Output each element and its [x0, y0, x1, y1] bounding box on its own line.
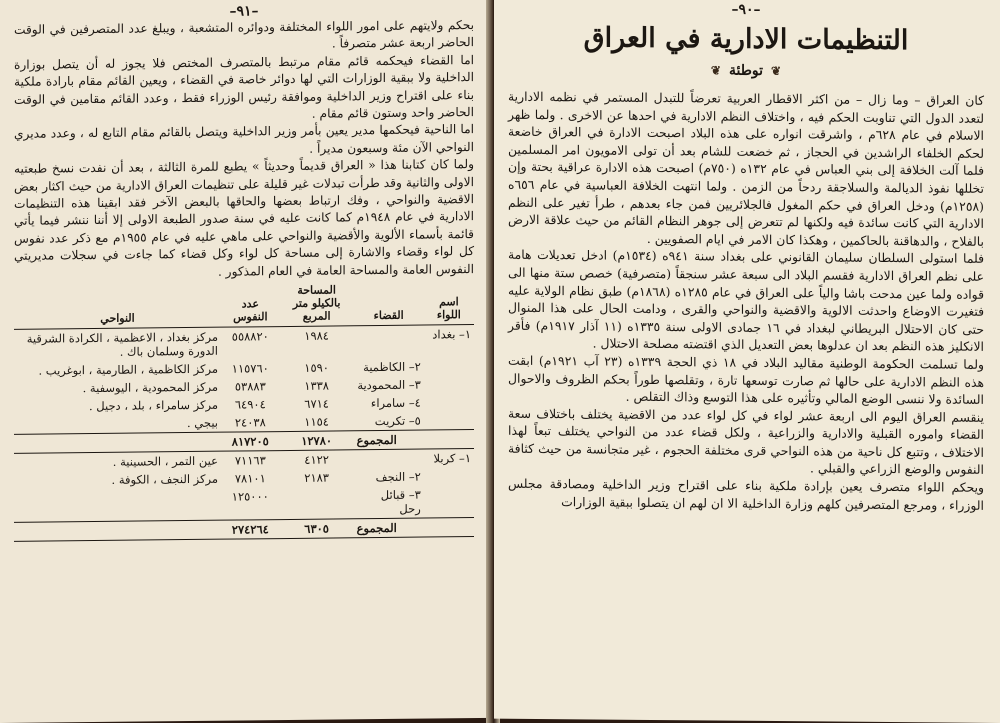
cell-area — [280, 486, 354, 519]
cell-qada: ٢– الكاظمية — [363, 359, 421, 375]
cell-population: ١١٥٧٦٠ — [231, 361, 269, 376]
cell-population: ٢٤٠٣٨ — [234, 415, 266, 430]
cell-liwa — [424, 357, 474, 376]
total-area: ١٢٧٨٠ — [280, 431, 354, 451]
cell-area: ١٣٣٨ — [304, 378, 329, 393]
cell-nawahi: بيجي . — [187, 415, 218, 431]
table-row — [14, 325, 474, 362]
header-population: عدد النفوس — [221, 284, 280, 327]
cell-liwa — [424, 393, 474, 412]
total-population: ٨١٧٢٠٥ — [221, 432, 280, 452]
right-paragraph-5: ويحكم اللواء متصرف يعين بإرادة ملكية بناء على اقتراح وزير الداخلية ومصادقة مجلس الوزراء ، ومرجع المتصرفين كلهم وزارة الداخلية الا ان لهم ان يتصلوا ببقية الوزارات — [508, 475, 984, 513]
cell-qada — [354, 449, 424, 468]
left-page-body — [14, 17, 474, 283]
right-paragraph-1: كان العراق – وما زال – من اكثر الاقطار العربية تعرضاً للتبدل المستمر في نظمه الادارية لتعدد الدول التي تناوبت الحكم فيه ، واختلاف النظم الادارية في احدها عن الاخرى . ولما ظهر الاسلام في عام ٦٢٨م ، واشرقت انواره على هذه البلاد اصبحت الادارة في العراق خاضعة لحكم الخلفاء الراشدين في الحجاز ، ثم خضعت للشام بعد أن تولى الامويون امر المسلمين فلما آلت الخلافة إلى بني العباس في عام ١٣٢ه (٧٥٠م) اصبحت هذه الادارة عراقية بحتة وإن تخللها نفوذ الديالمة والسلاجقة ردحاً من الزمن . ولما انتهت الخلافة العباسية في عام ٦٥٦ه (١٢٥٨م) ودخل العراق في حكم المغول فالجلائريين فمن جاء بعدهم ، طرأ تغير على النظم الادارية التي كانت سائدة فيه ولكنها لم تتعرض إلى جوهر النظام القائم من حيث علاقة الارض بالفلاح ، والدهاقنة بالحاكمين ، وهكذا كان الامر في ايام الصفويين . — [508, 88, 984, 249]
cell-area: ١٥٩٠ — [304, 360, 329, 375]
header-liwa: اسم اللواء — [424, 282, 474, 325]
cell-qada: ٢– النجف — [375, 469, 421, 485]
left-paragraph-4: ولما كان كتابنا هذا « العراق قديماً وحديثاً » يطبع للمرة الثالثة ، بعد أن نفدت نسخ طبعتيه الاولى والثانية وقد طرأت تبدلات غير قليلة على تنظيمات العراق الادارية من حيث اكثار بعض الاقضية والنواحي ، وفك ارتباط بعضها والحاقها بالبعض الآخر فقد ابقينا هذه التنظيمات الادارية في عام ١٩٤٨م كما كانت عليه في سنة صدور الطبعة الاولى إلا أننا ننشر فيما يأتي قائمة بأسماء الألوية والأقضية والنواحي على ماهي عليه في عام ١٩٥٥م مع ذكر عدد نفوس كل لواء وقضاء والاشارة إلى مساحة كل لواء وكل قضاء كما جاءت في سجلات مديريتي النفوس العامة والمساحة العامة في العام المذكور . — [14, 157, 474, 279]
header-nawahi: النواحي — [14, 285, 221, 330]
cell-nawahi: مركز بغداد ، الاعظمية ، الكرادة الشرقية الدورة وسلمان باك . — [26, 329, 218, 359]
cell-population: ٥٥٨٨٢٠ — [231, 329, 269, 344]
cell-population: ٧٨١٠١ — [234, 471, 266, 486]
cell-population: ٦٤٩٠٤ — [234, 397, 266, 412]
cell-nawahi — [14, 488, 221, 523]
chapter-title: التنظيمات الادارية في العراق — [583, 22, 909, 57]
cell-area: ١١٥٤ — [304, 414, 329, 429]
section-subtitle — [508, 58, 984, 84]
total-population: ٢٧٤٢٦٤ — [221, 520, 280, 540]
cell-nawahi: عين التمر ، الحسينية . — [112, 453, 218, 469]
cell-area: ٤١٢٢ — [304, 452, 329, 467]
ornament-icon: ❦ — [710, 63, 721, 78]
cell-nawahi: مركز الكاظمية ، الطارمية ، ابوغريب . — [38, 361, 218, 378]
cell-qada — [354, 325, 424, 358]
total-label: المجموع — [354, 430, 474, 450]
administrative-units-table — [14, 282, 474, 542]
total-area: ٦٣٠٥ — [280, 519, 354, 539]
cell-population: ٧١١٦٣ — [234, 453, 266, 468]
left-paragraph-2: اما القضاء فيحكمه قائم مقام مرتبط بالمتصرف المختص فلا يجوز له أن يتصل بوزارة الداخلية ولا ببقية الوزارات التي لها دوائر خاصة في القضاء ، ويعين القائم مقام بارادة ملكية بناء على اقتراح وزير الداخلية وموافقة رئيس الوزراء فقط ، وعدد القائم مقامين في الوقت الحاضر واحد وستون قائم مقام . — [14, 52, 474, 121]
cell-qada: ٣– المحمودية — [357, 377, 421, 393]
cell-nawahi: مركز المحمودية ، اليوسفية . — [82, 379, 218, 396]
cell-liwa — [424, 485, 474, 518]
cell-nawahi: مركز سامراء ، بلد ، دجيل . — [88, 397, 218, 414]
cell-nawahi: مركز النجف ، الكوفة . — [111, 471, 218, 487]
right-page — [494, 0, 1000, 723]
total-label: المجموع — [354, 518, 474, 538]
ornament-icon: ❦ — [771, 64, 782, 79]
right-paragraph-2: فلما استولى السلطان سليمان القانوني على بغداد سنة ٩٤١ه (١٥٣٤م) ادخل تعديلات هامة على نظم العراق الادارية فقسم البلاد الى سبعة عشر سنجقاً (متصرفية) خصص ستة منها الى قواده ولما عين مدحت باشا والياً على العراق في عام ١٢٨٥ه (١٨٦٨م) طبق نظام الولاية عليه فتغيرت الاوضاع واحدثت الالوية والاقضية والنواحي والقرى ، ودامت الحال على هذا المنوال حتى كان الاحتلال البريطاني لبغداد في ١٦ جمادى الاولى سنة ١٣٣٥ه (١١ آذار ١٩١٧م) فأقر الانكليز هذه النظم بعد ان عدلوها بعض التعديل الذي اقتضته مصلحة الاحتلال . — [508, 247, 985, 355]
header-qada: القضاء — [354, 283, 424, 326]
subtitle-text: توطئة — [728, 62, 763, 79]
cell-liwa: ١– كربلا — [433, 451, 471, 466]
cell-liwa — [424, 411, 474, 430]
right-page-body — [508, 88, 984, 514]
right-page-number: –٩٠– — [731, 1, 761, 18]
cell-qada: ٤– سامراء — [370, 395, 421, 411]
right-paragraph-3: ولما تسلمت الحكومة الوطنية مقاليد البلاد في ١٨ ذي الحجة ١٣٣٩ه (٢٣ آب ١٩٢١م) ابقت هذه النظم الادارية على حالها ثم صارت توسعها تارة ، وتقلصها طوراً بحكم الظروف والاحوال السائدة ولا ننسى الوضع المالي وتأثيره على هذا التوسع وذاك التقلص . — [508, 352, 984, 407]
table-total-row — [14, 518, 474, 542]
table-header-row — [14, 282, 474, 329]
left-paragraph-1: بحكم ولايتهم على امور اللواء المختلفة ودوائره المتشعبة ، ويبلغ عدد المتصرفين في الوقت الحاضر اربعة عشر متصرفاً . — [14, 18, 474, 51]
cell-qada: ٥– تكريت — [374, 413, 421, 429]
header-area: المساحة بالكيلو متر المربع — [280, 283, 354, 326]
left-page-number: –٩١– — [229, 3, 259, 20]
cell-population: ٥٣٨٨٣ — [234, 379, 266, 394]
cell-population: ١٢٥٠٠٠ — [231, 489, 269, 504]
cell-qada: ٣– قبائل رحل — [380, 487, 421, 516]
cell-area: ٢١٨٣ — [304, 470, 329, 485]
cell-liwa: ١– بغداد — [432, 327, 471, 342]
table-row — [14, 485, 474, 522]
cell-liwa — [424, 375, 474, 394]
cell-liwa — [424, 467, 474, 486]
left-paragraph-3: اما الناحية فيحكمها مدير يعين بأمر وزير الداخلية ويتصل بالقائم مقام التابع له ، وعدد مديري النواحي الآن مئة وسبعون مديراً . — [14, 122, 474, 156]
right-paragraph-4: ينقسم العراق اليوم الى اربعة عشر لواء في كل لواء عدد من الاقضية يختلف باختلاف سعة القضاء واموره القبلية والادارية والزراعية ، ولكل قضاء عدد من النواحي يختلف تبعاً لهذا الاختلاف ، وتتبع كل ناحية من هذه النواحي قرى مختلفة الحجوم ، غير متجانسة من حيث كثافة النفوس والوضع الزراعي والقبلي . — [508, 405, 984, 478]
left-page — [0, 0, 492, 723]
cell-area: ١٩٨٤ — [304, 328, 329, 343]
cell-area: ٦٧١٤ — [304, 396, 329, 411]
